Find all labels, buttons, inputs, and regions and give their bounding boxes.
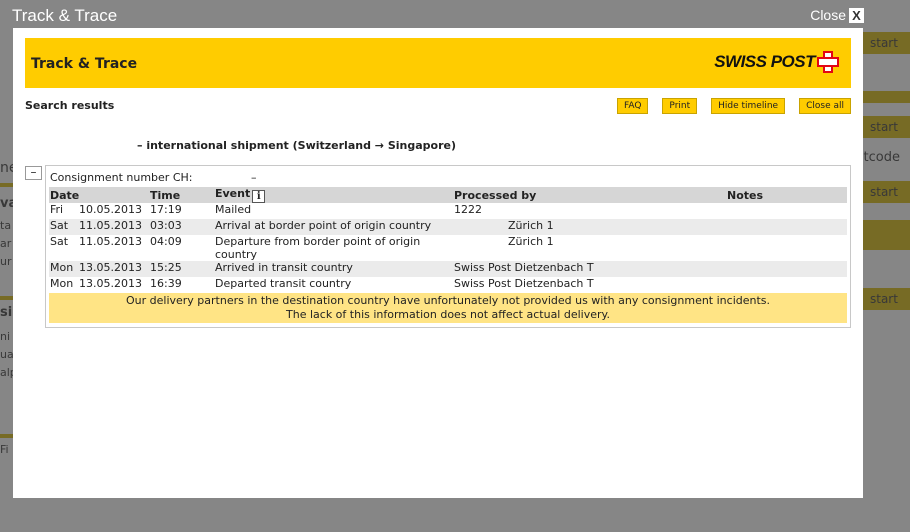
header-banner xyxy=(25,38,851,88)
cell-notes xyxy=(726,219,847,235)
cell-date xyxy=(49,203,149,219)
cell-time: 03:03 xyxy=(149,219,214,235)
cell-date-value: 13.05.2013 xyxy=(79,261,142,274)
cell-date xyxy=(49,219,149,235)
hide-timeline-button[interactable]: Hide timeline xyxy=(711,98,785,114)
cell-event: Departure from border point of origin country xyxy=(215,235,421,261)
consignment-label: Consignment number CH: xyxy=(50,171,193,184)
cell-date-value: 11.05.2013 xyxy=(79,235,142,248)
cell-day: Sat xyxy=(50,219,69,232)
shipment-details xyxy=(45,165,851,328)
consignment-value: – xyxy=(251,171,257,184)
cell-event: Arrived in transit country xyxy=(214,261,453,277)
swiss-post-logo xyxy=(714,51,839,73)
cell-date xyxy=(49,261,149,277)
notice-line: Our delivery partners in the destination country have unfortunately not provided us with any consignment incidents. xyxy=(125,294,771,307)
toolbar xyxy=(617,98,851,114)
close-all-button[interactable]: Close all xyxy=(799,98,851,114)
close-icon[interactable]: X xyxy=(849,8,864,23)
cell-day: Mon xyxy=(50,261,74,274)
print-button[interactable]: Print xyxy=(662,98,697,114)
cell-processed-by: Zürich 1 xyxy=(453,219,726,235)
delivery-notice xyxy=(49,293,847,323)
cell-date-value: 10.05.2013 xyxy=(79,203,142,216)
cell-processed-by: Swiss Post Dietzenbach T xyxy=(454,277,594,290)
cell-notes xyxy=(726,235,847,261)
table-row xyxy=(49,219,847,235)
cell-date xyxy=(49,277,149,293)
cell-day: Sat xyxy=(50,235,69,248)
cell-event: Arrival at border point of origin country xyxy=(214,219,453,235)
collapse-toggle[interactable]: – xyxy=(25,166,42,180)
header-date: Date xyxy=(49,187,149,203)
table-header xyxy=(49,187,847,203)
table-row xyxy=(49,235,847,261)
cell-day: Fri xyxy=(50,203,64,216)
header-event-label: Event xyxy=(215,187,251,200)
banner-title: Track & Trace xyxy=(31,56,138,72)
logo-text: SWISS POST xyxy=(714,52,815,71)
info-icon[interactable]: i xyxy=(252,190,265,203)
cell-processed-by: Swiss Post Dietzenbach T xyxy=(453,261,726,277)
cell-processed-by: 1222 xyxy=(454,203,482,216)
cell-date xyxy=(49,235,149,261)
table-row xyxy=(49,277,847,293)
track-trace-dialog xyxy=(13,28,863,498)
header-time: Time xyxy=(149,187,214,203)
shipment-title: – international shipment (Switzerland → Singapore) xyxy=(137,139,456,152)
cell-processed-by: Zürich 1 xyxy=(508,235,554,248)
header-processed-by: Processed by xyxy=(453,187,726,203)
cell-time: 17:19 xyxy=(150,203,182,216)
header-event xyxy=(214,187,453,203)
notice-line: The lack of this information does not affect actual delivery. xyxy=(286,308,610,321)
table-row xyxy=(49,203,847,219)
cell-date-value: 13.05.2013 xyxy=(79,277,142,290)
delivery-notice-row xyxy=(49,293,847,323)
cell-date-value: 11.05.2013 xyxy=(79,219,142,232)
cell-event: Departed transit country xyxy=(215,277,352,290)
close-label: Close xyxy=(810,7,846,23)
cell-event: Mailed xyxy=(215,203,252,216)
cell-notes xyxy=(726,261,847,277)
cell-time: 16:39 xyxy=(150,277,182,290)
window-title: Track & Trace xyxy=(12,6,118,25)
table-row xyxy=(49,261,847,277)
search-results-heading: Search results xyxy=(25,99,115,112)
cell-notes xyxy=(726,277,847,293)
events-table xyxy=(49,187,847,323)
swiss-cross-icon xyxy=(817,51,839,73)
cell-notes xyxy=(726,203,847,219)
header-notes: Notes xyxy=(726,187,847,203)
faq-button[interactable]: FAQ xyxy=(617,98,648,114)
cell-day: Mon xyxy=(50,277,74,290)
cell-time: 04:09 xyxy=(150,235,182,248)
cell-time: 15:25 xyxy=(149,261,214,277)
close-button[interactable] xyxy=(810,7,864,23)
